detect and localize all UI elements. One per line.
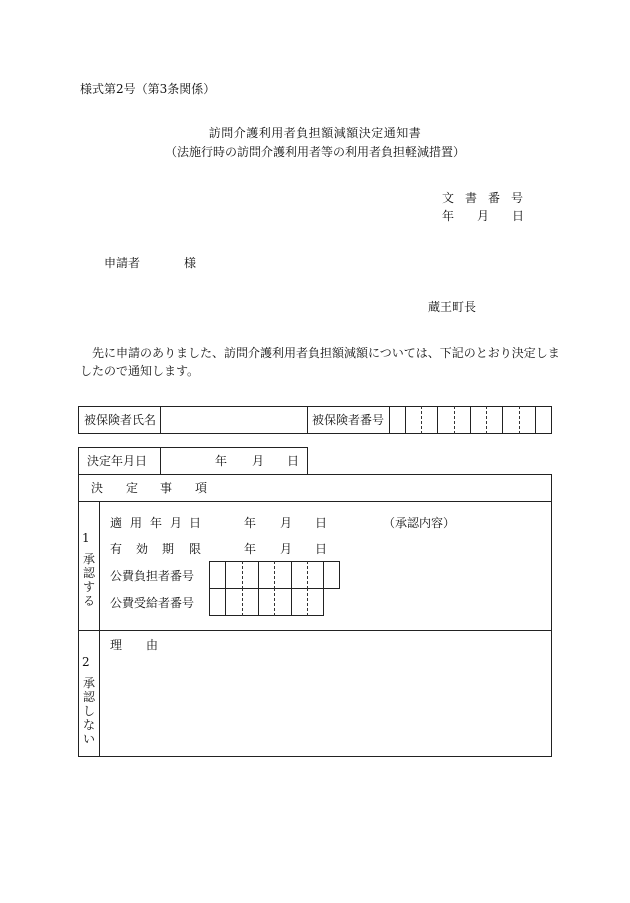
doc-number-char: 書 <box>465 191 478 205</box>
label-char: 由 <box>146 638 159 652</box>
label-char: 用 <box>130 516 143 530</box>
digit-divider <box>242 588 243 616</box>
decision-date-label: 決定年月日 <box>87 454 148 468</box>
doc-number-char: 号 <box>511 191 524 205</box>
year-label: 年 <box>442 209 455 223</box>
valid-day-label: 日 <box>315 542 328 556</box>
cell-divider <box>307 406 308 434</box>
label-char: 効 <box>136 542 149 556</box>
digit-divider <box>225 561 226 589</box>
header-char: 項 <box>195 481 208 495</box>
decision-year-label: 年 <box>215 454 228 468</box>
recipient-number-label: 公費受給者番号 <box>110 596 195 610</box>
apply-day-label: 日 <box>315 516 328 530</box>
valid-year-label: 年 <box>244 542 257 556</box>
label-char: 期 <box>162 542 175 556</box>
label-char: し <box>82 704 95 718</box>
section-2-label <box>82 676 96 746</box>
header-char: 定 <box>126 481 139 495</box>
doc-number-char: 番 <box>488 191 501 205</box>
insured-number-label: 被保険者番号 <box>312 413 385 427</box>
document-subtitle: （法施行時の訪問介護利用者等の利用者負担軽減措置） <box>164 145 465 159</box>
issuer-name: 蔵王町長 <box>428 300 477 314</box>
label-char: 認 <box>82 566 95 580</box>
digit-divider <box>307 588 308 616</box>
day-label: 日 <box>512 209 525 223</box>
row-divider <box>78 501 552 502</box>
digit-divider <box>307 561 308 589</box>
body-text-line-2: したので通知します。 <box>80 364 200 378</box>
label-char: 年 <box>150 516 163 530</box>
digit-divider <box>323 561 324 589</box>
label-char: 認 <box>82 690 95 704</box>
decision-day-label: 日 <box>287 454 300 468</box>
digit-divider <box>258 561 259 589</box>
label-char: 承 <box>82 552 95 566</box>
label-char: 適 <box>110 516 123 530</box>
month-label: 月 <box>477 209 490 223</box>
header-char: 事 <box>160 481 173 495</box>
column-divider <box>99 501 100 757</box>
payer-number-label: 公費負担者番号 <box>110 569 195 583</box>
reason-field[interactable] <box>102 656 548 754</box>
digit-divider <box>242 561 243 589</box>
label-char: 有 <box>110 542 123 556</box>
applicant-honorific: 様 <box>184 256 197 270</box>
approval-content-label: （承認内容） <box>383 516 456 530</box>
label-char: 日 <box>189 516 202 530</box>
cell-divider <box>160 447 161 475</box>
decision-month-label: 月 <box>252 454 265 468</box>
label-char: す <box>82 580 95 594</box>
header-char: 決 <box>91 481 104 495</box>
apply-year-label: 年 <box>244 516 257 530</box>
doc-number-char: 文 <box>442 191 455 205</box>
row-divider <box>78 630 552 631</box>
form-number: 様式第2号（第3条関係） <box>80 82 216 96</box>
cell-divider <box>160 406 161 434</box>
digit-divider <box>274 588 275 616</box>
label-char: 月 <box>170 516 183 530</box>
section-1-label <box>82 552 96 608</box>
digit-divider <box>274 561 275 589</box>
body-text-line-1: 先に申請のありました、訪問介護利用者負担額減額については、下記のとおり決定しま <box>80 346 560 360</box>
label-char: 承 <box>82 676 95 690</box>
digit-divider <box>291 588 292 616</box>
label-char: い <box>82 732 95 746</box>
applicant-label: 申請者 <box>104 256 141 270</box>
insured-name-label: 被保険者氏名 <box>84 413 157 427</box>
insured-number-field[interactable] <box>390 408 551 432</box>
label-char: 理 <box>110 638 123 652</box>
digit-divider <box>258 588 259 616</box>
label-char: 限 <box>189 542 202 556</box>
valid-month-label: 月 <box>280 542 293 556</box>
insured-name-field[interactable] <box>162 408 306 432</box>
label-char: る <box>82 594 95 608</box>
section-1-number: 1 <box>82 531 90 545</box>
digit-divider <box>291 561 292 589</box>
document-title: 訪問介護利用者負担額減額決定通知書 <box>208 126 422 140</box>
apply-month-label: 月 <box>280 516 293 530</box>
label-char: な <box>82 718 95 732</box>
digit-divider <box>225 588 226 616</box>
section-2-number: 2 <box>82 655 90 669</box>
